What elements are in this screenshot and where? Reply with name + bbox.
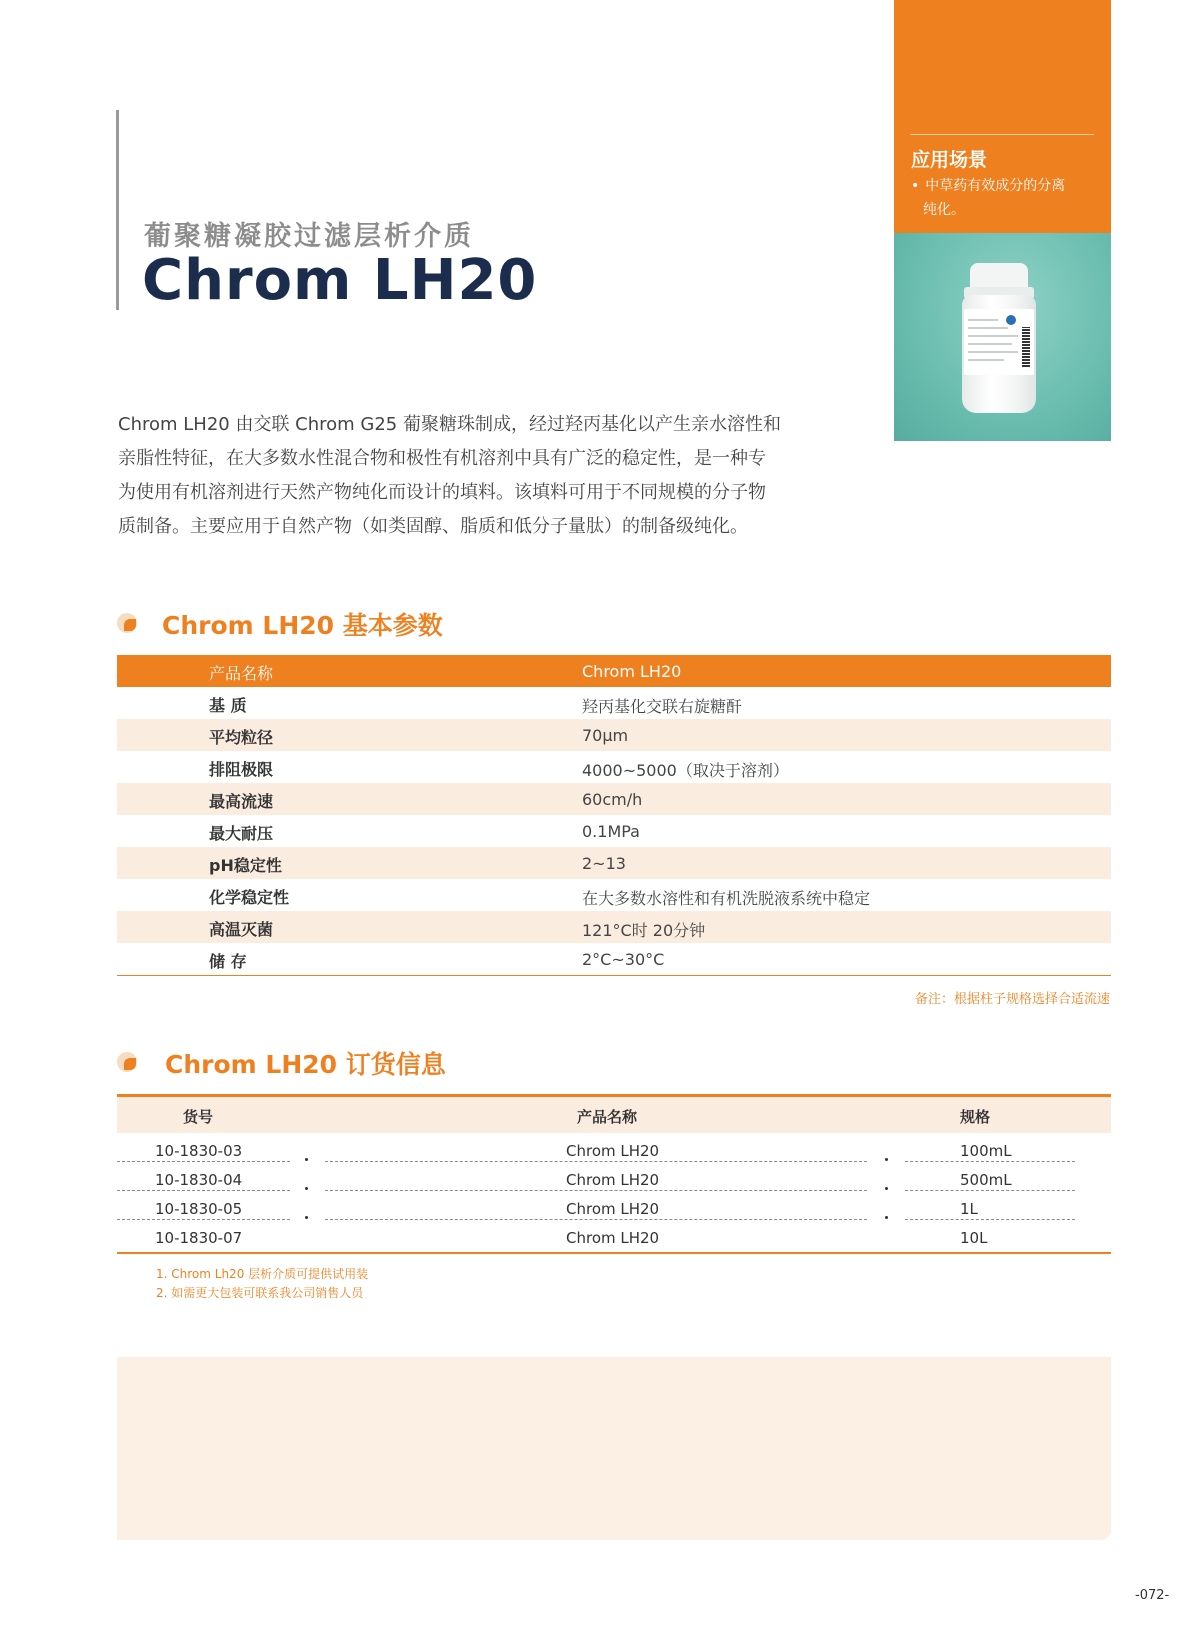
table-row — [117, 751, 1111, 783]
order-name: Chrom LH20 — [566, 1142, 660, 1160]
logo-icon — [1006, 315, 1016, 325]
order-header-row — [117, 1094, 1111, 1133]
table-row — [117, 943, 1111, 975]
bottom-panel — [117, 1357, 1111, 1540]
order-name: Chrom LH20 — [566, 1200, 660, 1218]
order-spec: 10L — [960, 1229, 988, 1247]
param-key: 高温灭菌 — [209, 920, 274, 939]
order-footnotes — [156, 1265, 368, 1303]
section-leaf-icon — [117, 1052, 137, 1072]
params-header-value: Chrom LH20 — [582, 662, 682, 681]
order-name: Chrom LH20 — [566, 1229, 660, 1247]
param-value: 羟丙基化交联右旋糖酐 — [582, 697, 743, 716]
order-spec: 500mL — [960, 1171, 1012, 1189]
table-row — [117, 719, 1111, 751]
product-photo — [894, 233, 1111, 441]
description-line: 亲脂性特征，在大多数水性混合物和极性有机溶剂中具有广泛的稳定性，是一种专 — [118, 448, 766, 469]
application-item-line2: 纯化。 — [923, 202, 965, 218]
table-row — [117, 687, 1111, 719]
param-key: 基 质 — [209, 696, 247, 715]
param-value: 2°C~30°C — [582, 950, 665, 969]
section-leaf-icon — [117, 613, 137, 633]
bullet-icon: • — [911, 178, 920, 194]
param-key: pH稳定性 — [209, 856, 282, 875]
table-row — [117, 1162, 1111, 1191]
order-sku: 10-1830-07 — [155, 1229, 243, 1247]
application-divider — [910, 134, 1094, 135]
table-row — [117, 847, 1111, 879]
param-key: 最高流速 — [209, 792, 274, 811]
param-key: 排阻极限 — [209, 760, 274, 779]
order-table — [117, 1094, 1111, 1254]
param-value: 在大多数水溶性和有机洗脱液系统中稳定 — [582, 889, 871, 908]
product-description — [118, 408, 818, 544]
order-table-bottom-rule — [117, 1252, 1111, 1254]
params-table-bottom-rule — [117, 975, 1111, 976]
params-section-title: Chrom LH20 基本参数 — [162, 611, 443, 640]
order-spec: 1L — [960, 1200, 978, 1218]
description-line: 为使用有机溶剂进行天然产物纯化而设计的填料。该填料可用于不同规模的分子物 — [118, 482, 766, 503]
order-spec: 100mL — [960, 1142, 1012, 1160]
param-value: 121°C时 20分钟 — [582, 921, 706, 940]
table-row — [117, 1191, 1111, 1220]
description-line: Chrom LH20 由交联 Chrom G25 葡聚糖珠制成，经过羟丙基化以产生亲水溶性和 — [118, 414, 781, 435]
params-table — [117, 655, 1111, 976]
application-item — [911, 174, 1101, 222]
params-header-key: 产品名称 — [209, 664, 274, 683]
param-key: 最大耐压 — [209, 824, 274, 843]
param-key: 化学稳定性 — [209, 888, 290, 907]
table-row — [117, 815, 1111, 847]
page-subtitle: 葡聚糖凝胶过滤层析介质 — [144, 221, 474, 252]
order-header-sku: 货号 — [183, 1108, 214, 1126]
table-row — [117, 879, 1111, 911]
title-accent-bar — [116, 110, 119, 310]
params-header-row — [117, 655, 1111, 687]
page-number: -072- — [1135, 1588, 1170, 1603]
param-key: 平均粒径 — [209, 728, 274, 747]
barcode-icon — [1022, 327, 1030, 367]
order-header-spec: 规格 — [960, 1108, 991, 1126]
param-value: 2~13 — [582, 854, 626, 873]
table-row — [117, 783, 1111, 815]
param-value: 70μm — [582, 726, 629, 745]
param-value: 60cm/h — [582, 790, 643, 809]
application-box — [894, 0, 1111, 233]
param-key: 储 存 — [209, 952, 247, 971]
table-row — [117, 1133, 1111, 1162]
table-row — [117, 1220, 1111, 1249]
order-footnote: 2. 如需更大包装可联系我公司销售人员 — [156, 1286, 364, 1300]
param-value: 0.1MPa — [582, 822, 640, 841]
description-line: 质制备。主要应用于自然产物（如类固醇、脂质和低分子量肽）的制备级纯化。 — [118, 516, 748, 537]
application-title: 应用场景 — [911, 149, 988, 171]
params-note: 备注：根据柱子规格选择合适流速 — [914, 992, 1110, 1007]
order-sku: 10-1830-04 — [155, 1171, 243, 1189]
order-header-name: 产品名称 — [577, 1108, 638, 1126]
order-sku: 10-1830-05 — [155, 1200, 243, 1218]
param-value: 4000~5000（取决于溶剂） — [582, 761, 789, 780]
order-name: Chrom LH20 — [566, 1171, 660, 1189]
order-footnote: 1. Chrom Lh20 层析介质可提供试用装 — [156, 1267, 369, 1281]
bottle-label — [964, 309, 1034, 375]
application-item-line1: 中草药有效成分的分离 — [925, 178, 1066, 194]
table-row — [117, 911, 1111, 943]
order-sku: 10-1830-03 — [155, 1142, 243, 1160]
page-title: Chrom LH20 — [142, 248, 538, 313]
order-section-title: Chrom LH20 订货信息 — [165, 1050, 446, 1079]
